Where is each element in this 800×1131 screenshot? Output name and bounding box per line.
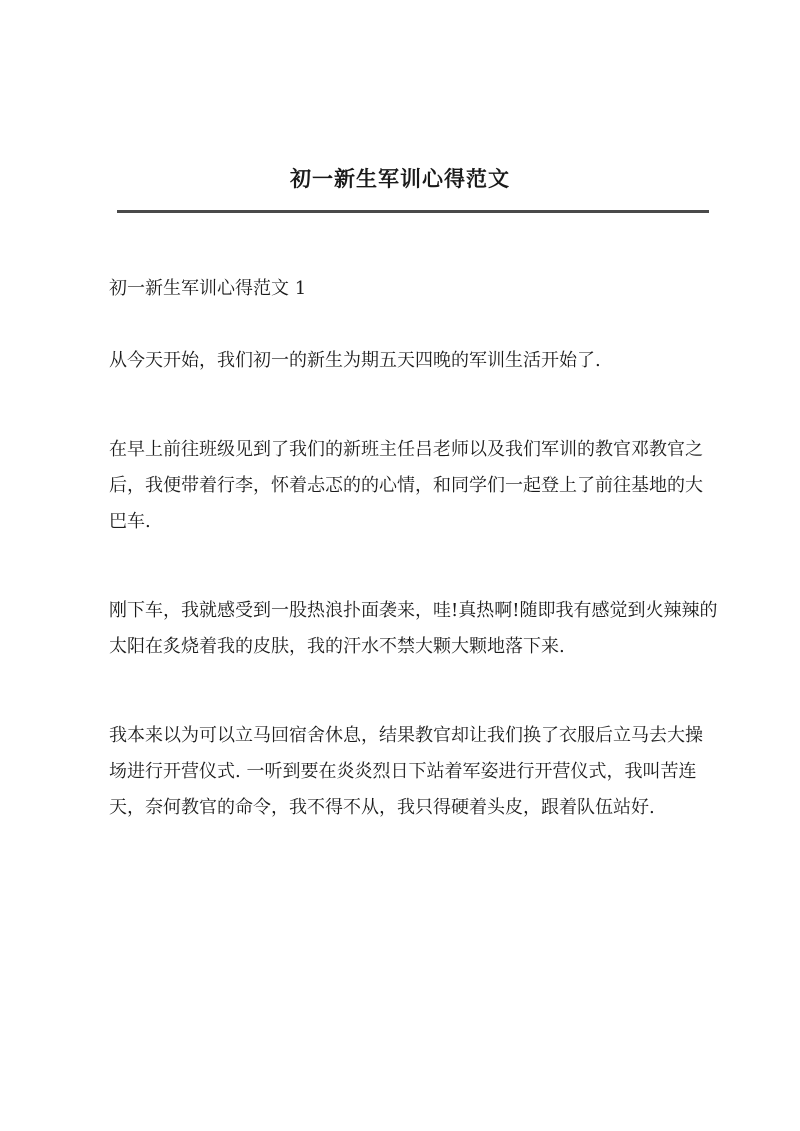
paragraph-4: 我本来以为可以立马回宿舍休息，结果教官却让我们换了衣服后立马去大操场进行开营仪式. 一听到要在炎炎烈日下站着军姿进行开营仪式，我叫苦连天，奈何教官的命令，我不得不从，我只得硬着头皮，跟着队伍站好. (109, 725, 703, 818)
section-heading: 初一新生军训心得范文 1 (109, 278, 307, 299)
document-body (109, 271, 719, 879)
paragraph-2: 在早上前往班级见到了我们的新班主任吕老师以及我们军训的教官邓教官之后，我便带着行李，怀着忐忑的的心情，和同学们一起登上了前往基地的大巴车. (109, 439, 703, 532)
paragraph-1: 从今天开始，我们初一的新生为期五天四晚的军训生活开始了. (109, 350, 601, 371)
paragraph-3: 刚下车，我就感受到一股热浪扑面袭来，哇!真热啊!随即我有感觉到火辣辣的太阳在炙烧着我的皮肤，我的汗水不禁大颗大颗地落下来. (109, 600, 718, 657)
page-title: 初一新生军训心得范文 (290, 166, 510, 191)
title-divider (117, 210, 709, 213)
